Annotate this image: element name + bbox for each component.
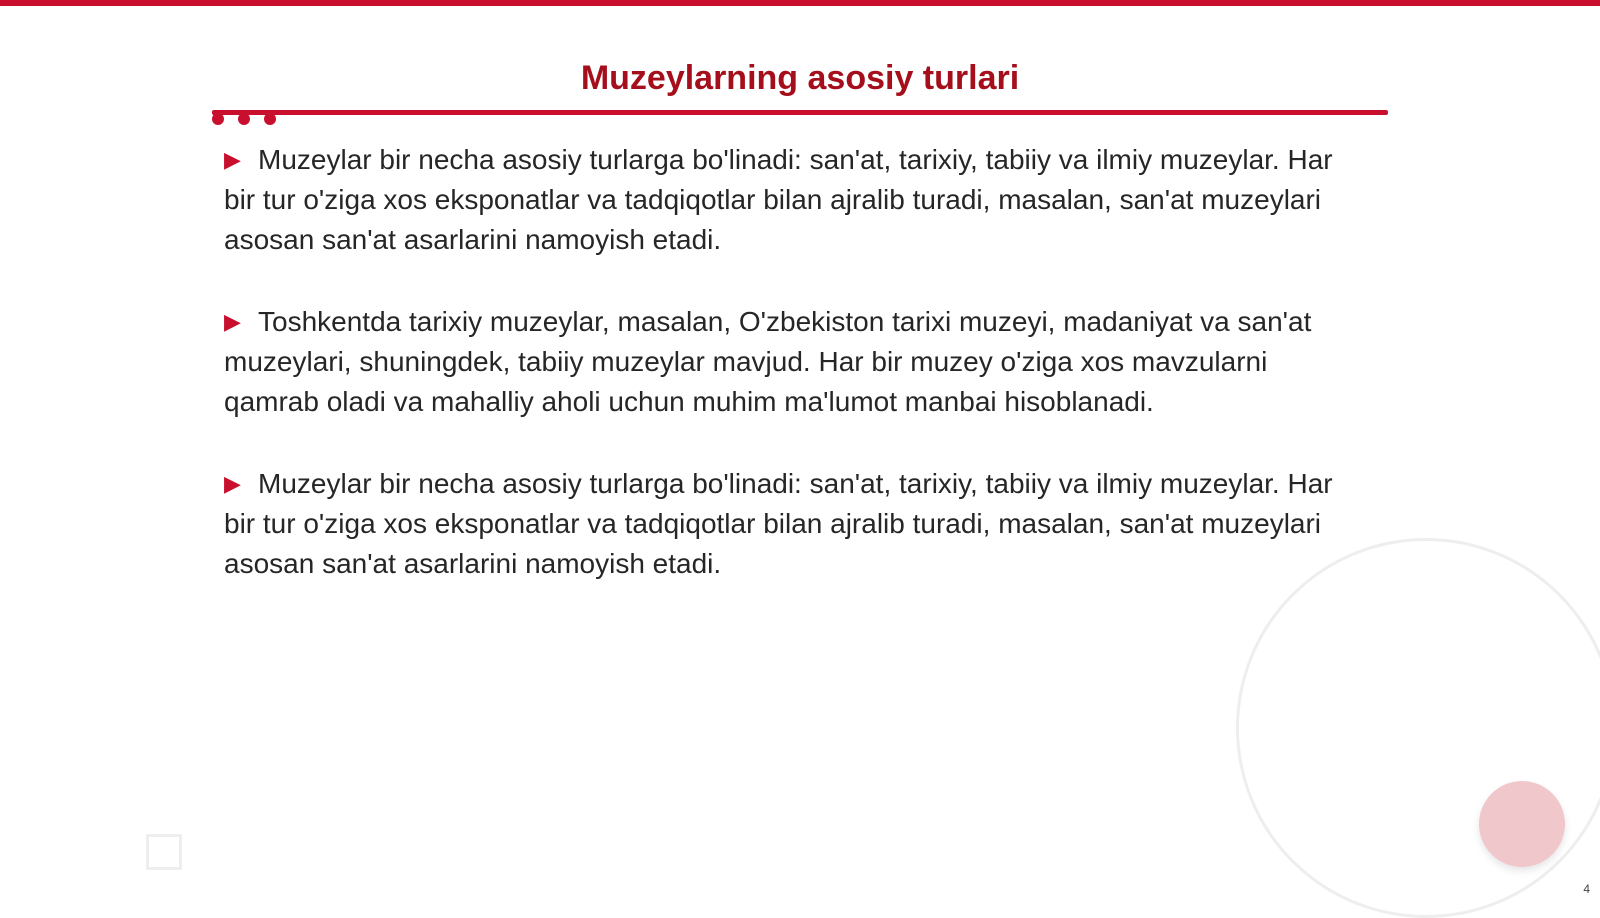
triangle-right-icon: ▶ bbox=[224, 471, 241, 496]
triangle-right-icon: ▶ bbox=[224, 147, 241, 172]
decorative-circle bbox=[1479, 781, 1565, 867]
bullet-item bbox=[224, 140, 1334, 260]
bullet-text: Toshkentda tarixiy muzeylar, masalan, O'zbekiston tarixi muzeyi, madaniyat va san'at muzeylari, shuningdek, tabiiy muzeylar mavjud. Har bir muzey o'ziga xos mavzularni qamrab oladi va mahalliy aholi uchun muhim ma'lumot manbai hisoblanadi. bbox=[224, 306, 1312, 417]
slide-title: Muzeylarning asosiy turlari bbox=[580, 59, 1020, 97]
bullet-text: Muzeylar bir necha asosiy turlarga bo'linadi: san'at, tarixiy, tabiiy va ilmiy muzeylar. Har bir tur o'ziga xos eksponatlar va tadqiqotlar bilan ajralib turadi, masalan, san'at muzeylari asosan san'at asarlarini namoyish etadi. bbox=[224, 468, 1333, 579]
decorative-dot bbox=[238, 113, 250, 125]
decorative-square bbox=[146, 834, 182, 870]
triangle-right-icon: ▶ bbox=[224, 309, 241, 334]
page-number: 4 bbox=[1583, 882, 1590, 896]
bullet-text: Muzeylar bir necha asosiy turlarga bo'linadi: san'at, tarixiy, tabiiy va ilmiy muzeylar. Har bir tur o'ziga xos eksponatlar va tadqiqotlar bilan ajralib turadi, masalan, san'at muzeylari asosan san'at asarlarini namoyish etadi. bbox=[224, 144, 1333, 255]
decorative-ring bbox=[1236, 538, 1600, 918]
bullet-list bbox=[224, 140, 1334, 626]
top-accent-bar bbox=[0, 0, 1600, 6]
bullet-item bbox=[224, 464, 1334, 584]
bullet-item bbox=[224, 302, 1334, 422]
decorative-dot bbox=[264, 113, 276, 125]
title-underline bbox=[212, 110, 1388, 115]
decorative-dot bbox=[212, 113, 224, 125]
